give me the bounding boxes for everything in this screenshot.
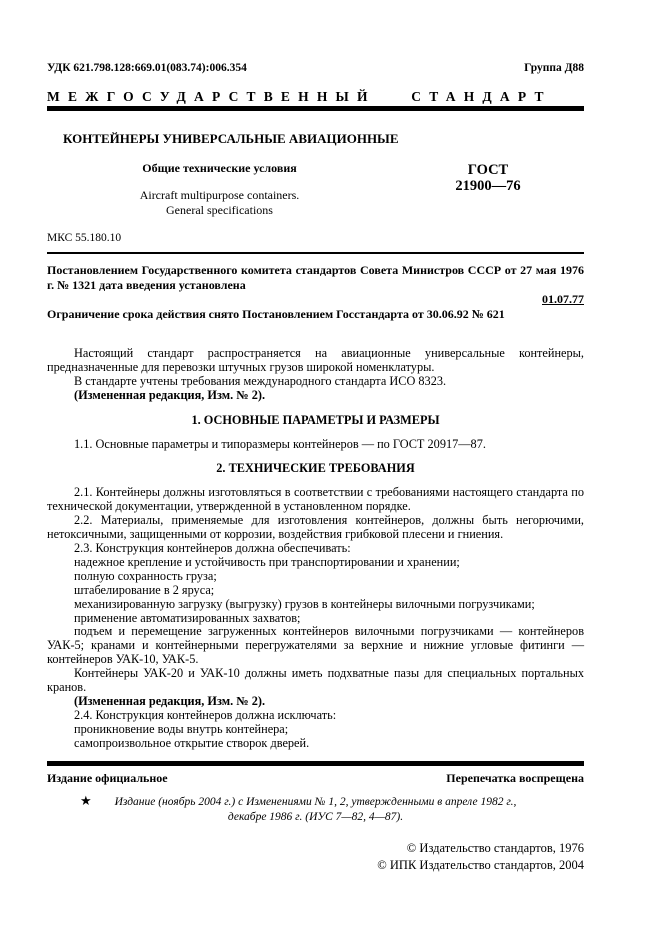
paragraph: самопроизвольное открытие створок дверей. xyxy=(74,735,310,750)
edition-note-line1: Издание (ноябрь 2004 г.) с Изменениями № 1, 2, утвержденными в апреле 1982 г., xyxy=(114,795,517,808)
gost-designation-block xyxy=(392,161,584,218)
subtitle-english xyxy=(47,188,392,218)
edition-note-line2: декабре 1986 г. (ИУС 7—82, 4—87). xyxy=(227,810,404,823)
paragraph: 2.1. Контейнеры должны изготовляться в соответствии с требованиями настоящего стандарта по технической документации, утвержденной в установленном порядке. xyxy=(47,485,584,514)
paragraph: (Измененная редакция, Изм. № 2). xyxy=(74,387,266,402)
effective-date: 01.07.77 xyxy=(542,292,584,306)
standard-type-banner: МЕЖГОСУДАРСТВЕННЫЙ СТАНДАРТ xyxy=(47,89,552,104)
subtitle-english-line2: General specifications xyxy=(166,203,273,217)
section-heading: 2. ТЕХНИЧЕСКИЕ ТРЕБОВАНИЯ xyxy=(216,461,415,476)
paragraph: механизированную загрузку (выгрузку) грузов в контейнеры вилочными погрузчиками; xyxy=(74,596,535,611)
paragraph: 1.1. Основные параметры и типоразмеры контейнеров — по ГОСТ 20917—87. xyxy=(74,436,486,451)
copyright-line-2004: © ИПК Издательство стандартов, 2004 xyxy=(377,857,584,872)
footer-rule xyxy=(47,761,584,766)
mks-code: МКС 55.180.10 xyxy=(47,232,122,244)
paragraph: (Измененная редакция, Изм. № 2). xyxy=(74,693,266,708)
paragraph: Контейнеры УАК-20 и УАК-10 должны иметь подхватные пазы для специальных портальных кранов. xyxy=(47,666,584,695)
copyright-block xyxy=(47,840,584,874)
edition-note-row xyxy=(47,792,584,825)
paragraph: проникновение воды внутрь контейнера; xyxy=(74,721,289,736)
edition-note xyxy=(47,792,584,825)
udk-code: УДК 621.798.128:669.01(083.74):006.354 xyxy=(47,62,247,74)
divider-rule xyxy=(47,252,584,254)
title-columns xyxy=(47,161,584,218)
paragraph: 2.2. Материалы, применяемые для изготовления контейнеров, должны быть негорючими, нетоксичными, защищенными от коррозии, воздействия грибковой плесени и гниения. xyxy=(47,513,584,542)
page-footer xyxy=(47,761,584,874)
paragraph: штабелирование в 2 яруса; xyxy=(74,582,215,597)
page-title: КОНТЕЙНЕРЫ УНИВЕРСАЛЬНЫЕ АВИАЦИОННЫЕ xyxy=(63,131,399,146)
decree-paragraph: Постановлением Государственного комитета стандартов Совета Министров СССР от 27 мая 1976 г. № 1321 дата введения установлена xyxy=(47,263,584,292)
subtitle-english-line1: Aircraft multipurpose containers. xyxy=(139,188,300,202)
paragraph: 2.4. Конструкция контейнеров должна исключать: xyxy=(74,707,337,722)
gost-designation-number: 21900—76 xyxy=(455,178,521,194)
paragraph: надежное крепление и устойчивость при транспортировании и хранении; xyxy=(74,554,460,569)
star-icon: ★ xyxy=(80,792,92,808)
title-left-column xyxy=(47,161,392,218)
subtitle-russian: Общие технические условия xyxy=(142,161,297,175)
limitation-paragraph: Ограничение срока действия снято Постановлением Госстандарта от 30.06.92 № 621 xyxy=(47,306,505,321)
copyright-line-1976: © Издательство стандартов, 1976 xyxy=(406,840,584,855)
classification-row xyxy=(47,62,584,75)
section-heading: 1. ОСНОВНЫЕ ПАРАМЕТРЫ И РАЗМЕРЫ xyxy=(191,412,440,427)
footer-labels-row xyxy=(47,771,584,785)
gost-designation-label: ГОСТ xyxy=(467,162,509,178)
page-content xyxy=(47,0,584,874)
paragraph: В стандарте учтены требования международного стандарта ИСО 8323. xyxy=(74,373,447,388)
group-code: Группа Д88 xyxy=(524,62,584,74)
paragraph: подъем и перемещение загруженных контейнеров вилочными погрузчиками — контейнеров УАК-5; кранами и контейнерными перегружателями за верхние и нижние угловые фитинги — контейнеров УАК-10, УАК-5. xyxy=(47,624,584,667)
header-rule xyxy=(47,106,584,111)
paragraph: применение автоматизированных захватов; xyxy=(74,610,301,625)
paragraph: полную сохранность груза; xyxy=(74,568,217,583)
official-edition-label: Издание официальное xyxy=(47,770,168,785)
document-body xyxy=(47,347,584,751)
reprint-prohibited-label: Перепечатка воспрещена xyxy=(446,770,584,785)
decree-block xyxy=(47,263,584,321)
paragraph: 2.3. Конструкция контейнеров должна обеспечивать: xyxy=(74,540,351,555)
paragraph: Настоящий стандарт распространяется на авиационные универсальные контейнеры, предназначенные для перевозки штучных грузов широкой номенклатуры. xyxy=(47,346,584,374)
